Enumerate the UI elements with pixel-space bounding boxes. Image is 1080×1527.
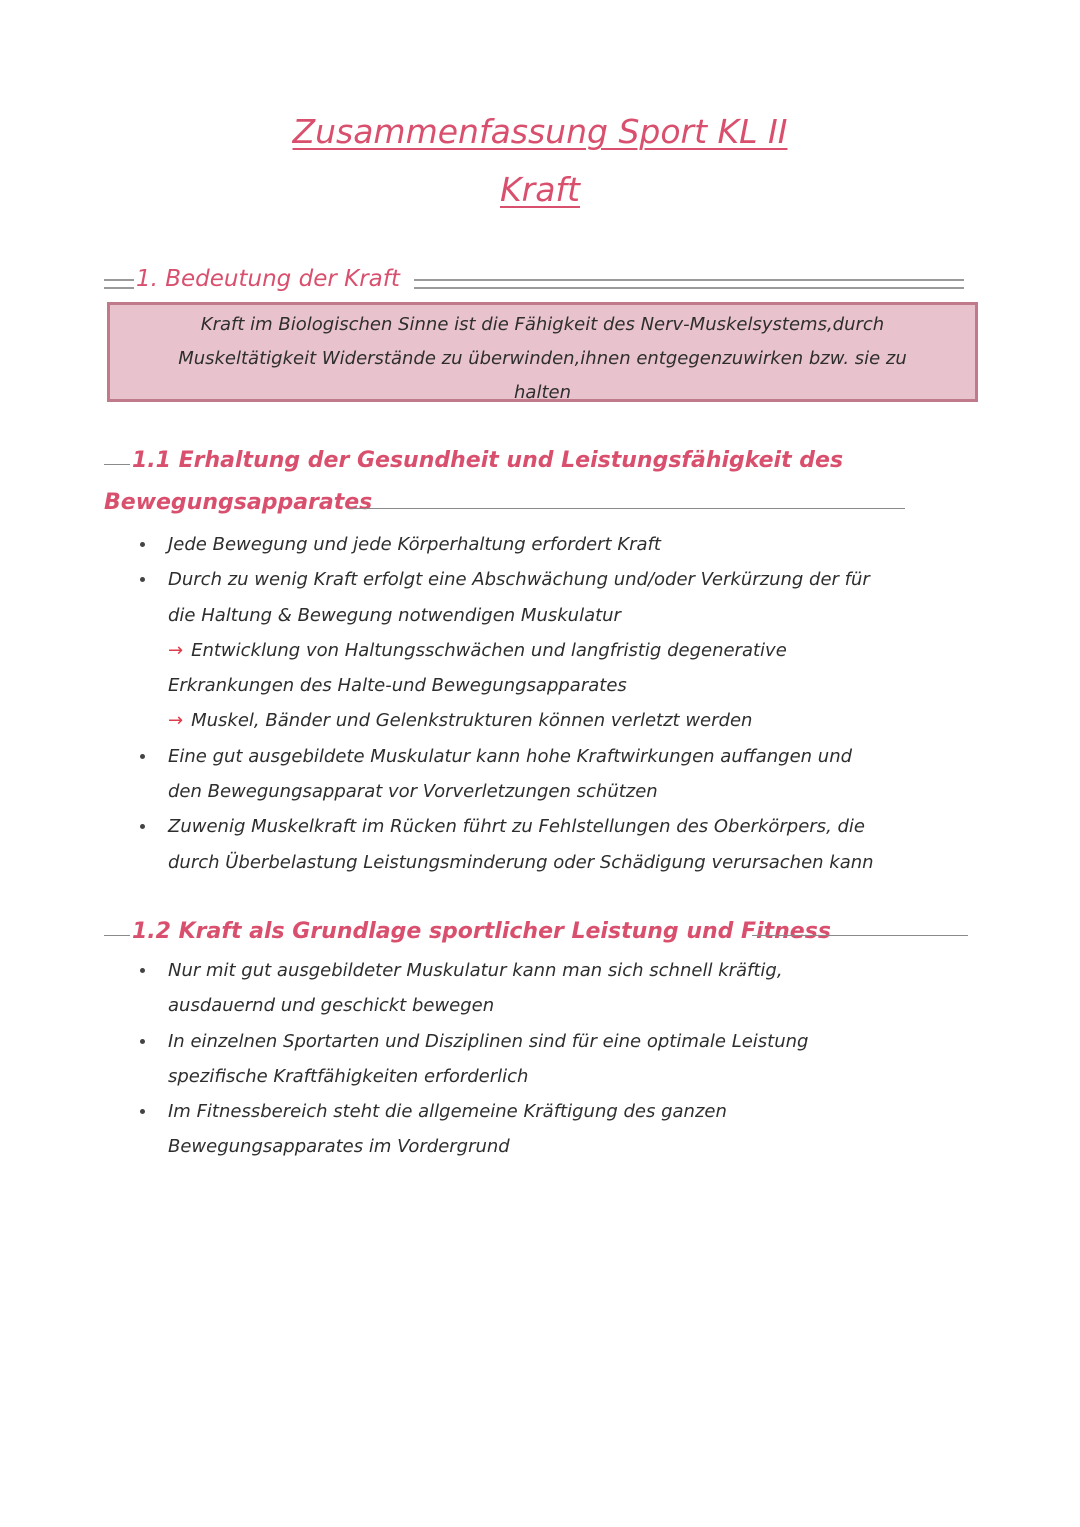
section-1-heading [104,266,964,300]
section-1-1-rule-left [104,464,130,465]
list-item-text: spezifische Kraftfähigkeiten erforderlich [168,1065,529,1087]
list-item [130,527,990,562]
list-item-text: Durch zu wenig Kraft erfolgt eine Abschwächung und/oder Verkürzung der für [168,569,870,591]
list-item-text: ausdauernd und geschickt bewegen [168,995,495,1017]
list-item-text: den Bewegungsapparat vor Vorverletzungen schützen [168,781,658,803]
list-item-text: durch Überbelastung Leistungsminderung oder Schädigung verursachen kann [168,851,874,873]
list-item-text: Zuwenig Muskelkraft im Rücken führt zu Fehlstellungen des Oberkörpers, die [168,816,866,838]
section-1-heading-text: 1. Bedeutung der Kraft [136,266,400,292]
double-rule-right [414,279,964,289]
list-item-text: Eine gut ausgebildete Muskulatur kann hohe Kraftwirkungen auffangen und [168,745,853,767]
page-subtitle: Kraft [500,170,580,209]
list-item [130,562,990,738]
section-1-2-list [130,953,970,1165]
double-rule-left [104,279,134,289]
list-item-text: Jede Bewegung und jede Körperhaltung erfordert Kraft [168,534,661,555]
arrow-point-text: Muskel, Bänder und Gelenkstrukturen können verletzt werden [191,710,753,732]
section-1-1-heading: 1.1 Erhaltung der Gesundheit und Leistungsfähigkeit des [132,448,844,473]
section-1-2-rule-left [104,935,130,936]
section-1-1-list [130,527,990,880]
list-item [130,1024,970,1095]
list-item [130,953,970,1024]
definition-box [107,302,978,402]
definition-line: Kraft im Biologischen Sinne ist die Fähigkeit des Nerv-Muskelsystems,durch [200,314,885,335]
list-item-text: Bewegungsapparates im Vordergrund [168,1136,510,1158]
list-item-text: In einzelnen Sportarten und Disziplinen sind für eine optimale Leistung [168,1030,809,1052]
definition-line: Muskeltätigkeit Widerstände zu überwinden,ihnen entgegenzuwirken bzw. sie zu [178,348,907,369]
list-item-text: die Haltung & Bewegung notwendigen Muskulatur [168,604,621,626]
section-1-2-heading: 1.2 Kraft als Grundlage sportlicher Leistung und Fitness [132,919,831,944]
arrow-point [168,703,990,738]
definition-line: halten [514,382,571,403]
arrow-right-icon: → [168,710,184,732]
list-item [130,809,990,880]
list-item [130,1094,970,1165]
page-title: Zusammenfassung Sport KL II [292,112,788,151]
arrow-point-text-cont: Erkrankungen des Halte-und Bewegungsapparates [168,675,627,697]
arrow-point [168,633,990,668]
list-item-text: Im Fitnessbereich steht die allgemeine Kräftigung des ganzen [168,1101,727,1123]
arrow-point-text: Entwicklung von Haltungsschwächen und langfristig degenerative [191,639,787,661]
list-item [130,739,990,810]
section-1-2-rule-right [752,935,968,936]
section-1-1-rule-right [348,508,905,509]
section-1-1-heading-cont: Bewegungsapparates [104,490,373,515]
list-item-text: Nur mit gut ausgebildeter Muskulatur kann man sich schnell kräftig, [168,960,783,981]
arrow-right-icon: → [168,639,184,661]
